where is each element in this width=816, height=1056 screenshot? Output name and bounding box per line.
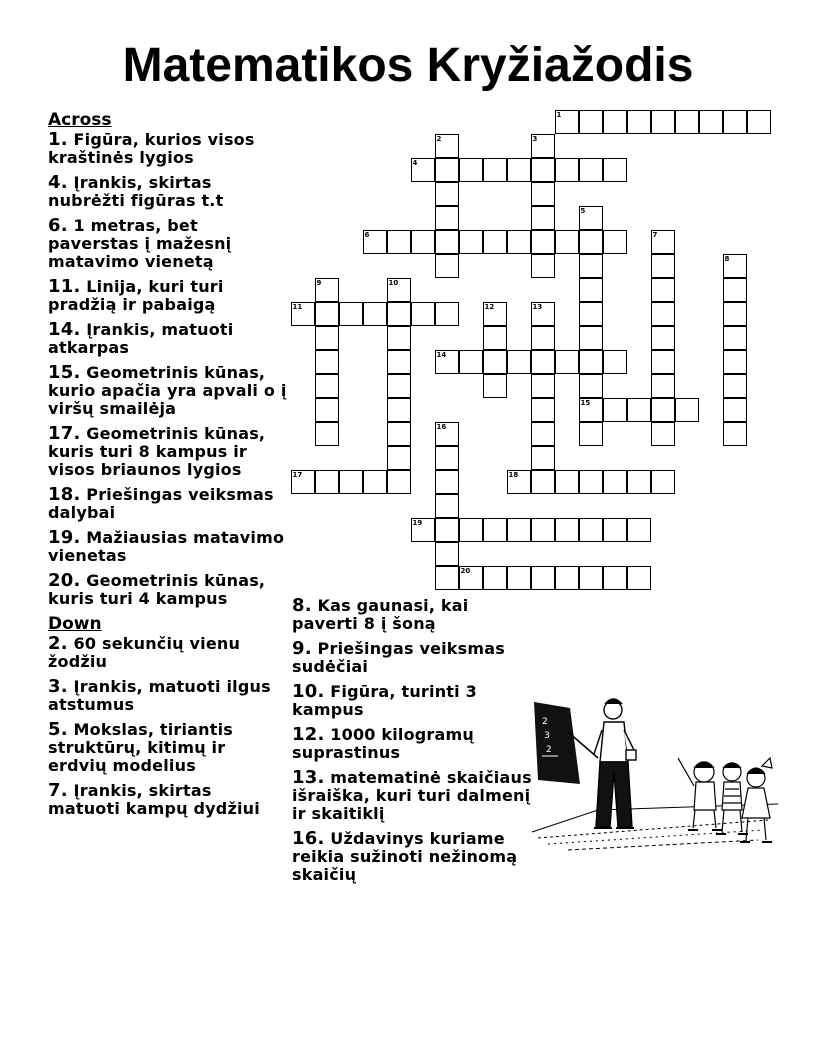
grid-cell[interactable] bbox=[531, 518, 555, 542]
clue-number: 3. bbox=[48, 676, 68, 697]
grid-cell[interactable] bbox=[531, 134, 555, 158]
grid-cell[interactable] bbox=[747, 110, 771, 134]
grid-cell[interactable] bbox=[315, 422, 339, 446]
grid-cell-number: 1 bbox=[556, 110, 562, 119]
clue-text: Įrankis, skirtas matuoti kampų dydžiui bbox=[48, 781, 260, 818]
grid-cell[interactable] bbox=[483, 518, 507, 542]
clue-number: 2. bbox=[48, 633, 68, 654]
grid-cell[interactable] bbox=[675, 110, 699, 134]
grid-cell[interactable] bbox=[507, 470, 531, 494]
grid-cell[interactable] bbox=[723, 110, 747, 134]
grid-cell[interactable] bbox=[411, 518, 435, 542]
grid-cell[interactable] bbox=[387, 350, 411, 374]
grid-cell[interactable] bbox=[699, 110, 723, 134]
grid-cell[interactable] bbox=[579, 278, 603, 302]
grid-cell-number: 3 bbox=[532, 134, 538, 143]
clue-number: 15. bbox=[48, 362, 81, 383]
grid-cell[interactable] bbox=[531, 206, 555, 230]
clue-number: 12. bbox=[292, 724, 325, 745]
grid-cell[interactable] bbox=[579, 326, 603, 350]
grid-cell[interactable] bbox=[387, 422, 411, 446]
clue-number: 10. bbox=[292, 681, 325, 702]
grid-cell[interactable] bbox=[579, 158, 603, 182]
clue-number: 8. bbox=[292, 595, 312, 616]
clue-text: Mažiausias matavimo vienetas bbox=[48, 528, 285, 565]
grid-cell-number: 5 bbox=[580, 206, 586, 215]
grid-cell[interactable] bbox=[603, 110, 627, 134]
grid-cell-number: 4 bbox=[412, 158, 418, 167]
grid-cell[interactable] bbox=[315, 326, 339, 350]
grid-cell-number: 17 bbox=[292, 470, 303, 479]
grid-cell[interactable] bbox=[411, 158, 435, 182]
grid-cell[interactable] bbox=[363, 470, 387, 494]
grid-cell[interactable] bbox=[387, 302, 411, 326]
grid-cell-number: 14 bbox=[436, 350, 447, 359]
clue-number: 4. bbox=[48, 172, 68, 193]
grid-cell[interactable] bbox=[579, 398, 603, 422]
grid-cell[interactable] bbox=[579, 470, 603, 494]
svg-text:3: 3 bbox=[544, 731, 550, 741]
grid-cell[interactable] bbox=[507, 158, 531, 182]
grid-cell[interactable] bbox=[531, 350, 555, 374]
grid-cell[interactable] bbox=[339, 302, 363, 326]
grid-cell[interactable] bbox=[435, 422, 459, 446]
grid-cell[interactable] bbox=[651, 254, 675, 278]
grid-cell[interactable] bbox=[315, 398, 339, 422]
grid-cell[interactable] bbox=[555, 158, 579, 182]
grid-cell[interactable] bbox=[579, 422, 603, 446]
grid-cell[interactable] bbox=[315, 470, 339, 494]
grid-cell[interactable] bbox=[531, 374, 555, 398]
clue-number: 16. bbox=[292, 828, 325, 849]
clue-number: 20. bbox=[48, 570, 81, 591]
clue-number: 1. bbox=[48, 129, 68, 150]
grid-cell[interactable] bbox=[435, 302, 459, 326]
grid-cell[interactable] bbox=[603, 566, 627, 590]
clue-number: 14. bbox=[48, 319, 81, 340]
grid-cell[interactable] bbox=[579, 254, 603, 278]
grid-cell[interactable] bbox=[435, 446, 459, 470]
grid-cell[interactable] bbox=[555, 470, 579, 494]
grid-cell-number: 16 bbox=[436, 422, 447, 431]
grid-cell[interactable] bbox=[723, 398, 747, 422]
clue-text: Linija, kuri turi pradžią ir pabaigą bbox=[48, 277, 224, 314]
grid-cell[interactable] bbox=[507, 350, 531, 374]
clue-text: Mokslas, tiriantis struktūrų, kitimų ir erdvių modelius bbox=[48, 720, 234, 775]
grid-cell[interactable] bbox=[723, 374, 747, 398]
grid-cell-number: 11 bbox=[292, 302, 303, 311]
clue-text: 1 metras, bet paverstas į mažesnį matavimo vienetą bbox=[48, 216, 232, 271]
grid-cell[interactable] bbox=[435, 494, 459, 518]
clue-text: 60 sekunčių vienu žodžiu bbox=[48, 634, 241, 671]
grid-cell[interactable] bbox=[627, 470, 651, 494]
clue-text: Geometrinis kūnas, kurio apačia yra apvali o į viršų smailėja bbox=[48, 363, 287, 418]
grid-cell[interactable] bbox=[579, 206, 603, 230]
grid-cell[interactable] bbox=[387, 446, 411, 470]
grid-cell[interactable] bbox=[579, 518, 603, 542]
clue-text: Įrankis, matuoti ilgus atstumus bbox=[48, 677, 271, 714]
clue-text: matematinė skaičiaus išraiška, kuri turi dalmenį ir skaitiklį bbox=[292, 768, 532, 823]
clue-text: Įrankis, skirtas nubrėžti figūras t.t bbox=[48, 173, 224, 210]
grid-cell[interactable] bbox=[459, 158, 483, 182]
grid-cell[interactable] bbox=[651, 302, 675, 326]
grid-cell[interactable] bbox=[435, 182, 459, 206]
grid-cell[interactable] bbox=[603, 230, 627, 254]
grid-cell[interactable] bbox=[291, 470, 315, 494]
across-heading: Across bbox=[48, 110, 112, 130]
grid-cell[interactable] bbox=[507, 566, 531, 590]
clue-number: 11. bbox=[48, 276, 81, 297]
grid-cell[interactable] bbox=[579, 230, 603, 254]
grid-cell[interactable] bbox=[483, 158, 507, 182]
grid-cell[interactable] bbox=[603, 350, 627, 374]
grid-cell[interactable] bbox=[459, 566, 483, 590]
grid-cell-number: 15 bbox=[580, 398, 591, 407]
grid-cell[interactable] bbox=[651, 326, 675, 350]
grid-cell[interactable] bbox=[603, 158, 627, 182]
grid-cell-number: 10 bbox=[388, 278, 399, 287]
grid-cell[interactable] bbox=[579, 302, 603, 326]
grid-cell[interactable] bbox=[579, 566, 603, 590]
grid-cell[interactable] bbox=[555, 518, 579, 542]
grid-cell[interactable] bbox=[723, 278, 747, 302]
clue-text: Figūra, kurios visos kraštinės lygios bbox=[48, 130, 255, 167]
grid-cell[interactable] bbox=[531, 566, 555, 590]
grid-cell-number: 6 bbox=[364, 230, 370, 239]
grid-cell[interactable] bbox=[531, 302, 555, 326]
grid-cell[interactable] bbox=[483, 326, 507, 350]
grid-cell[interactable] bbox=[723, 254, 747, 278]
clue-number: 5. bbox=[48, 719, 68, 740]
grid-cell-number: 9 bbox=[316, 278, 322, 287]
grid-cell[interactable] bbox=[555, 230, 579, 254]
grid-cell[interactable] bbox=[531, 254, 555, 278]
grid-cell[interactable] bbox=[507, 518, 531, 542]
grid-cell[interactable] bbox=[483, 350, 507, 374]
grid-cell[interactable] bbox=[531, 446, 555, 470]
grid-cell[interactable] bbox=[435, 134, 459, 158]
grid-cell[interactable] bbox=[459, 350, 483, 374]
grid-cell[interactable] bbox=[531, 470, 555, 494]
grid-cell[interactable] bbox=[435, 158, 459, 182]
grid-cell[interactable] bbox=[723, 350, 747, 374]
grid-cell[interactable] bbox=[651, 350, 675, 374]
clue-text: Priešingas veiksmas sudėčiai bbox=[292, 639, 505, 676]
clue-number: 9. bbox=[292, 638, 312, 659]
grid-cell[interactable] bbox=[435, 206, 459, 230]
grid-cell[interactable] bbox=[603, 518, 627, 542]
grid-cell[interactable] bbox=[555, 566, 579, 590]
grid-cell[interactable] bbox=[435, 542, 459, 566]
grid-cell-number: 8 bbox=[724, 254, 730, 263]
clue-text: 1000 kilogramų suprastinus bbox=[292, 725, 474, 762]
clue-text: Priešingas veiksmas dalybai bbox=[48, 485, 274, 522]
grid-cell[interactable] bbox=[387, 374, 411, 398]
grid-cell[interactable] bbox=[723, 326, 747, 350]
grid-cell[interactable] bbox=[363, 230, 387, 254]
grid-cell[interactable] bbox=[627, 566, 651, 590]
grid-cell[interactable] bbox=[291, 302, 315, 326]
grid-cell[interactable] bbox=[339, 470, 363, 494]
grid-cell[interactable] bbox=[723, 302, 747, 326]
teacher-and-students-illustration bbox=[528, 692, 778, 862]
grid-cell[interactable] bbox=[315, 350, 339, 374]
grid-cell[interactable] bbox=[531, 398, 555, 422]
grid-cell[interactable] bbox=[411, 302, 435, 326]
grid-cell[interactable] bbox=[531, 182, 555, 206]
grid-cell[interactable] bbox=[435, 566, 459, 590]
grid-cell[interactable] bbox=[555, 350, 579, 374]
clue-text: Geometrinis kūnas, kuris turi 8 kampus ir visos briaunos lygios bbox=[48, 424, 266, 479]
clue-number: 17. bbox=[48, 423, 81, 444]
svg-text:2: 2 bbox=[546, 745, 552, 755]
grid-cell[interactable] bbox=[387, 470, 411, 494]
grid-cell[interactable] bbox=[483, 302, 507, 326]
grid-cell[interactable] bbox=[315, 278, 339, 302]
clue-number: 13. bbox=[292, 767, 325, 788]
grid-cell[interactable] bbox=[459, 518, 483, 542]
grid-cell[interactable] bbox=[435, 254, 459, 278]
grid-cell[interactable] bbox=[651, 230, 675, 254]
grid-cell[interactable] bbox=[315, 374, 339, 398]
grid-cell[interactable] bbox=[435, 230, 459, 254]
svg-text:2: 2 bbox=[542, 717, 548, 727]
grid-cell[interactable] bbox=[723, 422, 747, 446]
grid-cell[interactable] bbox=[531, 422, 555, 446]
grid-cell[interactable] bbox=[627, 110, 651, 134]
grid-cell[interactable] bbox=[555, 110, 579, 134]
grid-cell[interactable] bbox=[651, 422, 675, 446]
grid-cell[interactable] bbox=[411, 230, 435, 254]
grid-cell[interactable] bbox=[579, 110, 603, 134]
clue-text: Figūra, turinti 3 kampus bbox=[292, 682, 477, 719]
grid-cell[interactable] bbox=[483, 566, 507, 590]
grid-cell[interactable] bbox=[651, 470, 675, 494]
grid-cell-number: 13 bbox=[532, 302, 543, 311]
down-heading: Down bbox=[48, 614, 102, 634]
grid-cell[interactable] bbox=[603, 398, 627, 422]
clue-text: Kas gaunasi, kai paverti 8 į šoną bbox=[292, 596, 469, 633]
clue-text: Uždavinys kuriame reikia sužinoti nežinomą skaičių bbox=[292, 829, 518, 884]
grid-cell[interactable] bbox=[435, 470, 459, 494]
grid-cell[interactable] bbox=[387, 326, 411, 350]
grid-cell[interactable] bbox=[459, 230, 483, 254]
grid-cell-number: 18 bbox=[508, 470, 519, 479]
grid-cell[interactable] bbox=[483, 230, 507, 254]
grid-cell[interactable] bbox=[651, 110, 675, 134]
grid-cell[interactable] bbox=[627, 518, 651, 542]
grid-cell[interactable] bbox=[435, 350, 459, 374]
grid-cell[interactable] bbox=[483, 374, 507, 398]
clue-number: 7. bbox=[48, 780, 68, 801]
grid-cell[interactable] bbox=[675, 398, 699, 422]
grid-cell[interactable] bbox=[387, 398, 411, 422]
clue-text: Įrankis, matuoti atkarpas bbox=[48, 320, 234, 357]
grid-cell[interactable] bbox=[579, 350, 603, 374]
grid-cell[interactable] bbox=[579, 374, 603, 398]
clue-number: 6. bbox=[48, 215, 68, 236]
grid-cell[interactable] bbox=[651, 278, 675, 302]
grid-cell[interactable] bbox=[507, 230, 531, 254]
grid-cell[interactable] bbox=[651, 398, 675, 422]
grid-cell-number: 2 bbox=[436, 134, 442, 143]
grid-cell[interactable] bbox=[387, 278, 411, 302]
grid-cell-number: 12 bbox=[484, 302, 495, 311]
grid-cell-number: 19 bbox=[412, 518, 423, 527]
clue-number: 19. bbox=[48, 527, 81, 548]
grid-cell[interactable] bbox=[387, 230, 411, 254]
grid-cell-number: 20 bbox=[460, 566, 471, 575]
clue-text: Geometrinis kūnas, kuris turi 4 kampus bbox=[48, 571, 266, 608]
grid-cell[interactable] bbox=[627, 398, 651, 422]
grid-cell[interactable] bbox=[435, 518, 459, 542]
grid-cell[interactable] bbox=[531, 158, 555, 182]
grid-cell[interactable] bbox=[531, 326, 555, 350]
grid-cell[interactable] bbox=[603, 470, 627, 494]
grid-cell[interactable] bbox=[651, 374, 675, 398]
clue-number: 18. bbox=[48, 484, 81, 505]
grid-cell-number: 7 bbox=[652, 230, 658, 239]
grid-cell[interactable] bbox=[363, 302, 387, 326]
grid-cell[interactable] bbox=[315, 302, 339, 326]
page-title: Matematikos Kryžiažodis bbox=[122, 39, 694, 92]
grid-cell[interactable] bbox=[531, 230, 555, 254]
